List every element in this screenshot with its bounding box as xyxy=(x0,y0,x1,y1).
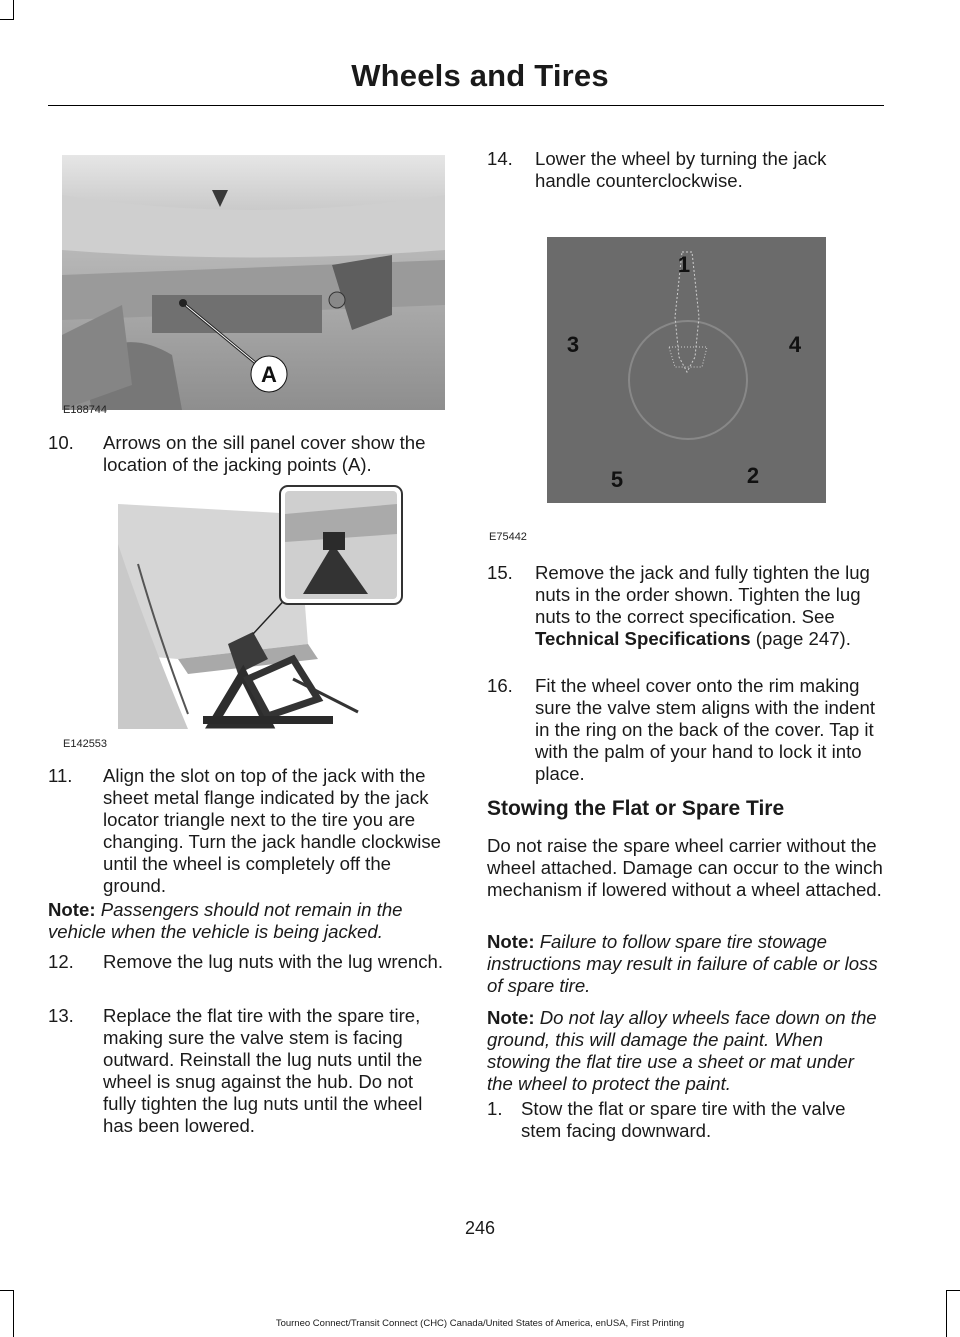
crop-mark xyxy=(13,1290,14,1337)
figure-lug-nut-order xyxy=(547,237,826,503)
page-title: Wheels and Tires xyxy=(351,58,609,93)
step-number: 13. xyxy=(48,1005,74,1026)
note-text: Passengers should not remain in the vehicle when the vehicle is being jacked. xyxy=(48,899,403,942)
crop-mark xyxy=(13,0,14,20)
technical-specifications-link[interactable]: Technical Specifications xyxy=(535,628,751,649)
step-text: Fit the wheel cover onto the rim making sure the valve stem aligns with the indent in the ring on the back of the cover. Tap it with the palm of your hand to lock it into place. xyxy=(535,675,876,784)
step-text: Align the slot on top of the jack with the sheet metal flange indicated by the jack locator triangle next to the tire you are changing. Turn the jack handle clockwise until the wheel is completely off the ground. xyxy=(103,765,441,896)
step-number: 1. xyxy=(487,1098,503,1119)
page-number: 246 xyxy=(464,1218,496,1238)
step-number: 12. xyxy=(48,951,74,972)
figure-code: E188744 xyxy=(63,404,108,416)
page-reference: (page 247). xyxy=(750,628,851,649)
step-text xyxy=(535,562,887,650)
scissor-jack-illustration xyxy=(118,484,408,729)
lug-nut-order-diagram xyxy=(547,237,826,503)
footer-text: Tourneo Connect/Transit Connect (CHC) Canada/United States of America, enUSA, First Printing xyxy=(275,1318,685,1329)
lug-label-2: 2 xyxy=(746,463,760,488)
note-text: Do not lay alloy wheels face down on the ground, this will damage the paint. When stowing the flat tire use a sheet or mat under the wheel to protect the paint. xyxy=(487,1007,877,1094)
section-heading: Stowing the Flat or Spare Tire xyxy=(487,797,785,820)
note-label: Note: xyxy=(487,1007,535,1028)
note-passengers xyxy=(48,899,448,943)
crop-mark xyxy=(946,1290,960,1291)
figure-code: E75442 xyxy=(489,531,527,543)
step-number: 15. xyxy=(487,562,513,583)
note-stowage xyxy=(487,931,883,997)
step-text-main: Remove the jack and fully tighten the lug nuts in the order shown. Tighten the lug nuts to the correct specification. See xyxy=(535,562,870,627)
jacking-point-illustration xyxy=(62,155,445,410)
crop-mark xyxy=(0,19,14,20)
step-number: 10. xyxy=(48,432,74,453)
callout-a-label: A xyxy=(261,362,277,387)
paragraph-winch-warning: Do not raise the spare wheel carrier without the wheel attached. Damage can occur to the winch mechanism if lowered without a wheel attached. xyxy=(487,835,883,900)
figure-code: E142553 xyxy=(63,738,108,750)
step-text: Remove the lug nuts with the lug wrench. xyxy=(103,951,444,972)
lug-label-5: 5 xyxy=(610,467,624,492)
step-text: Lower the wheel by turning the jack handle counterclockwise. xyxy=(535,148,827,191)
step-text: Arrows on the sill panel cover show the location of the jacking points (A). xyxy=(103,432,426,475)
step-text: Replace the flat tire with the spare tire, making sure the valve stem is facing outward. Reinstall the lug nuts until the wheel is snug against the hub. Do not fully tighten the lug nuts until the wheel has been lowered. xyxy=(103,1005,423,1136)
step-text: Stow the flat or spare tire with the valve stem facing downward. xyxy=(521,1098,846,1141)
header-rule xyxy=(48,105,884,106)
lug-label-3: 3 xyxy=(566,332,580,357)
lug-label-1: 1 xyxy=(677,252,691,277)
note-text: Failure to follow spare tire stowage instructions may result in failure of cable or loss of spare tire. xyxy=(487,931,878,996)
note-label: Note: xyxy=(48,899,96,920)
crop-mark xyxy=(946,1290,947,1337)
step-number: 16. xyxy=(487,675,513,696)
note-label: Note: xyxy=(487,931,535,952)
lug-label-4: 4 xyxy=(788,332,802,357)
figure-jack-position xyxy=(118,484,408,729)
note-alloy-wheels xyxy=(487,1007,883,1095)
figure-jacking-point xyxy=(62,155,445,410)
step-number: 11. xyxy=(48,765,73,786)
crop-mark xyxy=(0,1290,14,1291)
step-number: 14. xyxy=(487,148,513,169)
